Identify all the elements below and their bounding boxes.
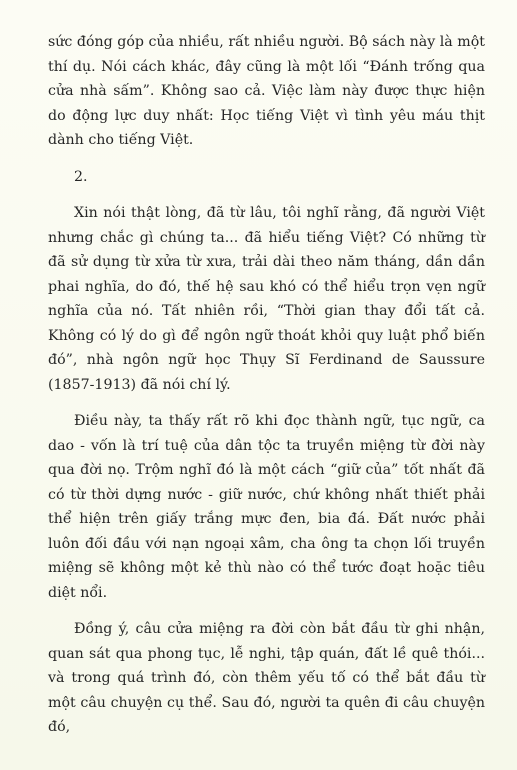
page-content (48, 30, 485, 752)
section-number: 2. (74, 168, 88, 185)
paragraph-1: sức đóng góp của nhiều, rất nhiều người. Bộ sách này là một thí dụ. Nói cách khác, đây cũng là một lối “Đánh trống qua cửa nhà sấm”. Không sao cả. Việc làm này được thực hiện do động lực duy nhất: Học tiếng Việt vì tình yêu máu thịt dành cho tiếng Việt. (48, 34, 485, 148)
paragraph-3: Điều này, ta thấy rất rõ khi đọc thành ngữ, tục ngữ, ca dao - vốn là trí tuệ của dân tộc ta truyền miệng từ đời này qua đời nọ. Trộm nghĩ đó là một cách “giữ của” tốt nhất đã có từ thời dựng nước - giữ nước, chứ không nhất thiết phải thể hiện trên giấy trắng mực đen, bia đá. Đất nước phải luôn đối đầu với nạn ngoại xâm, cha ông ta chọn lối truyền miệng sẽ không một kẻ thù nào có thể tước đoạt hoặc tiêu diệt nổi. (48, 413, 485, 601)
paragraph-4: Đồng ý, câu cửa miệng ra đời còn bắt đầu từ ghi nhận, quan sát qua phong tục, lễ nghi, tập quán, đất lề quê thói... và trong quá trình đó, còn thêm yếu tố có thể bắt đầu từ một câu chuyện cụ thể. Sau đó, người ta quên đi câu chuyện đó, (48, 621, 485, 735)
paragraph-2: Xin nói thật lòng, đã từ lâu, tôi nghĩ rằng, đã người Việt nhưng chắc gì chúng ta... đã hiểu tiếng Việt? Có những từ đã sử dụng từ xửa từ xưa, trải dài theo năm tháng, dần dần phai nghĩa, do đó, thế hệ sau khó có thể hiểu trọn vẹn ngữ nghĩa của nó. Tất nhiên rồi, “Thời gian thay đổi tất cả. Không có lý do gì để ngôn ngữ thoát khỏi quy luật phổ biến đó”, nhà ngôn ngữ học Thụy Sĩ Ferdinand de Saussure (1857-1913) đã nói chí lý. (48, 205, 485, 393)
